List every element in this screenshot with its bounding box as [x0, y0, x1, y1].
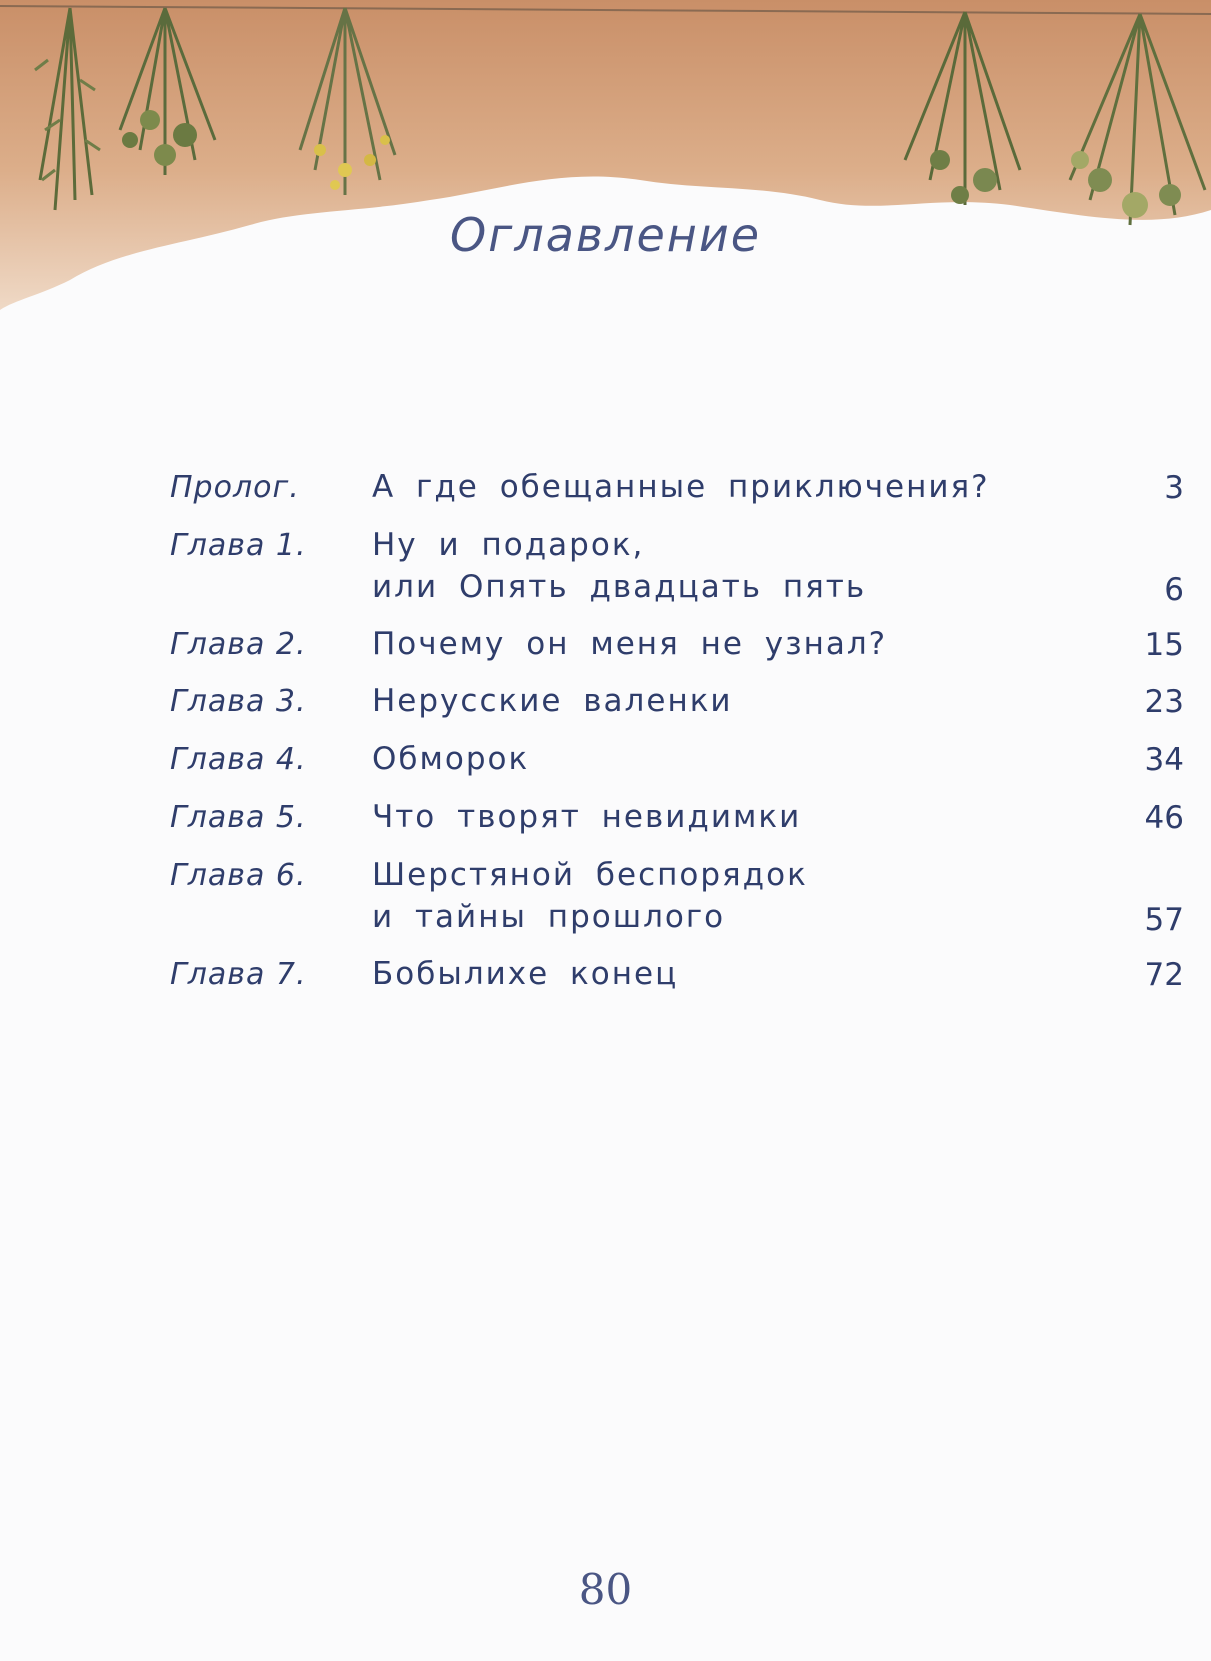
toc-entry-page: 72 [1144, 957, 1184, 993]
toc-entry-page: 57 [1144, 902, 1184, 938]
toc-entry-label: Глава 5. [170, 800, 307, 835]
toc-entry-label: Глава 4. [170, 742, 307, 777]
toc-entry-label: Глава 6. [170, 858, 307, 893]
toc-entry-title-line: или Опять двадцать пять [372, 569, 867, 605]
toc-entry-page: 23 [1144, 684, 1184, 720]
toc-entry-page: 15 [1144, 627, 1184, 663]
toc-entry-label: Глава 1. [170, 528, 307, 563]
toc-entry-page: 34 [1144, 742, 1184, 778]
toc-entry-title-line: Ну и подарок, [372, 527, 645, 563]
toc-entry-label: Глава 3. [170, 684, 307, 719]
page-number: 80 [578, 1565, 633, 1614]
toc-entry-label: Глава 2. [170, 627, 307, 662]
toc-entry-title-line: Обморок [372, 741, 530, 777]
toc-entry-label: Глава 7. [170, 957, 307, 992]
toc-entry-title-line: Бобылихе конец [372, 956, 679, 992]
toc-entry-label: Пролог. [170, 470, 300, 505]
toc-entry-title-line: Шерстяной беспорядок [372, 857, 808, 893]
toc-entry-title-line: А где обещанные приключения? [372, 469, 990, 505]
toc-entry-title-line: Что творят невидимки [372, 799, 802, 835]
page-title: Оглавление [449, 208, 762, 262]
toc-entry-page: 3 [1164, 470, 1184, 506]
toc-entry-page: 46 [1144, 800, 1184, 836]
toc-entry-title-line: Почему он меня не узнал? [372, 626, 888, 662]
toc-entry-page: 6 [1164, 572, 1184, 608]
toc-entry-title-line: и тайны прошлого [372, 899, 726, 935]
toc-entry-title-line: Нерусские валенки [372, 683, 733, 719]
